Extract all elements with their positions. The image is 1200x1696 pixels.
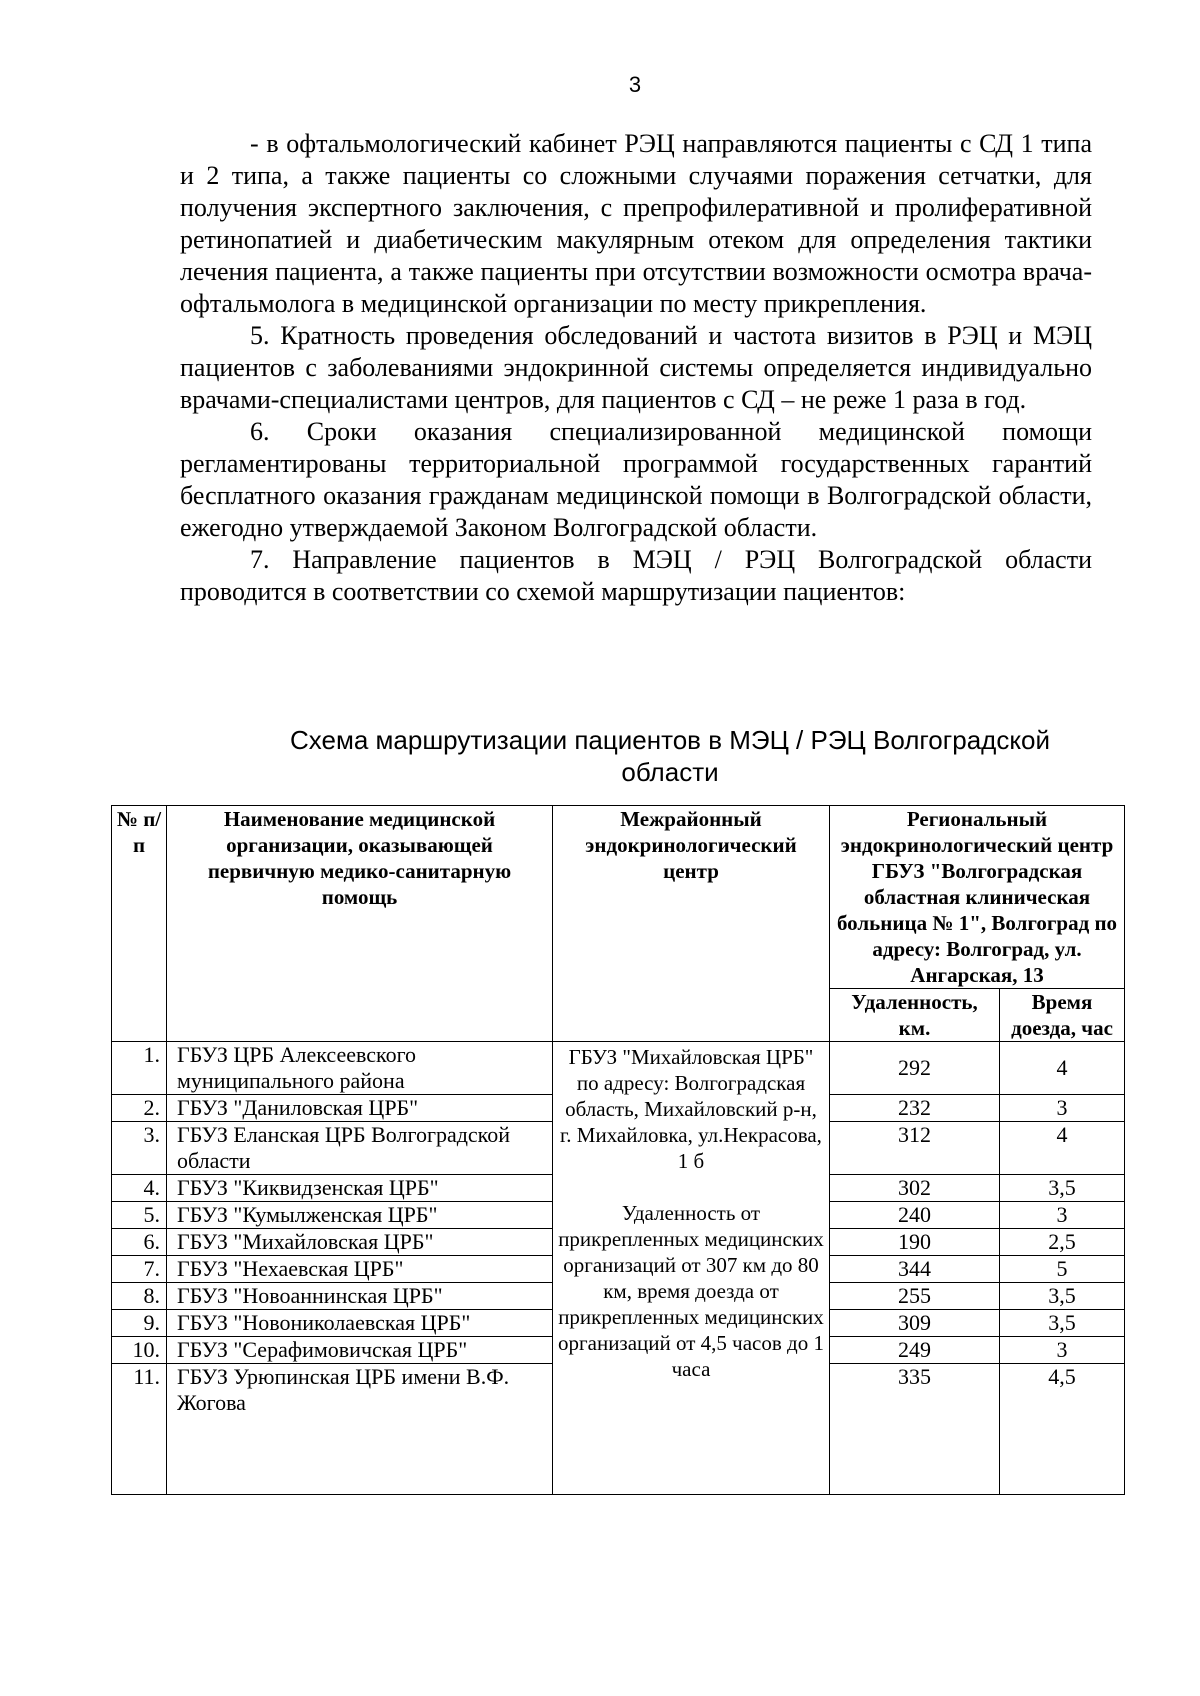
row-organization: ГБУЗ Урюпинская ЦРБ имени В.Ф. Жогова [167, 1364, 553, 1495]
row-travel-time: 3 [1000, 1202, 1125, 1229]
row-num: 6. [112, 1229, 167, 1256]
row-distance: 335 [830, 1364, 1000, 1495]
interdistrict-center-address: ГБУЗ "Михайловская ЦРБ" по адресу: Волгоградская область, Михайловский р-н, г. Михайловка, ул.Некрасова, 1 б [560, 1045, 822, 1173]
row-num: 11. [112, 1364, 167, 1495]
row-travel-time: 4 [1000, 1122, 1125, 1175]
row-distance: 255 [830, 1283, 1000, 1310]
row-distance: 292 [830, 1042, 1000, 1095]
row-distance: 190 [830, 1229, 1000, 1256]
row-travel-time: 5 [1000, 1256, 1125, 1283]
row-num: 10. [112, 1337, 167, 1364]
row-organization: ГБУЗ "Серафимовичская ЦРБ" [167, 1337, 553, 1364]
interdistrict-center-distance-note: Удаленность от прикрепленных медицинских организаций от 307 км до 80 км, время доезда от прикрепленных медицинских организаций от 4,5 часов до 1 часа [558, 1201, 824, 1381]
row-distance: 344 [830, 1256, 1000, 1283]
row-num: 1. [112, 1042, 167, 1095]
header-organization: Наименование медицинской организации, оказывающей первичную медико-санитарную помощь [167, 806, 553, 1042]
row-organization: ГБУЗ "Киквидзенская ЦРБ" [167, 1175, 553, 1202]
paragraph-6: 6. Сроки оказания специализированной медицинской помощи регламентированы территориальной программой государственных гарантий бесплатного оказания гражданам медицинской помощи в Волгоградской области, ежегодно утверждаемой Законом Волгоградской области. [180, 417, 1092, 542]
row-distance: 309 [830, 1310, 1000, 1337]
row-organization: ГБУЗ "Михайловская ЦРБ" [167, 1229, 553, 1256]
row-distance: 240 [830, 1202, 1000, 1229]
row-organization: ГБУЗ "Нехаевская ЦРБ" [167, 1256, 553, 1283]
row-organization: ГБУЗ ЦРБ Алексеевского муниципального района [167, 1042, 553, 1095]
paragraph-7: 7. Направление пациентов в МЭЦ / РЭЦ Волгоградской области проводится в соответствии со схемой маршрутизации пациентов: [180, 545, 1092, 606]
header-regional-center: Региональный эндокринологический центр ГБУЗ "Волгоградская областная клиническая больница № 1", Волгоград по адресу: Волгоград, ул. Ангарская, 13 [830, 806, 1125, 989]
row-organization: ГБУЗ "Новоаннинская ЦРБ" [167, 1283, 553, 1310]
row-num: 3. [112, 1122, 167, 1175]
row-travel-time: 4,5 [1000, 1364, 1125, 1495]
interdistrict-center-cell [553, 1042, 830, 1495]
row-organization: ГБУЗ Еланская ЦРБ Волгоградской области [167, 1122, 553, 1175]
row-distance: 312 [830, 1122, 1000, 1175]
row-organization: ГБУЗ "Новониколаевская ЦРБ" [167, 1310, 553, 1337]
row-distance: 302 [830, 1175, 1000, 1202]
header-num: № п/п [112, 806, 167, 1042]
row-travel-time: 3 [1000, 1337, 1125, 1364]
row-num: 5. [112, 1202, 167, 1229]
row-travel-time: 3 [1000, 1095, 1125, 1122]
table-row [112, 1042, 1125, 1095]
page-number: 3 [628, 72, 642, 97]
row-travel-time: 3,5 [1000, 1310, 1125, 1337]
row-travel-time: 3,5 [1000, 1283, 1125, 1310]
row-num: 7. [112, 1256, 167, 1283]
row-num: 2. [112, 1095, 167, 1122]
row-travel-time: 4 [1000, 1042, 1125, 1095]
row-num: 8. [112, 1283, 167, 1310]
header-distance: Удаленность, км. [830, 989, 1000, 1042]
header-travel-time: Время доезда, час [1000, 989, 1125, 1042]
row-num: 4. [112, 1175, 167, 1202]
row-travel-time: 3,5 [1000, 1175, 1125, 1202]
paragraph-ophthalmology: - в офтальмологический кабинет РЭЦ направляются пациенты с СД 1 типа и 2 типа, а также пациенты со сложными случаями поражения сетчатки, для получения экспертного заключения, с препрофилеративной и пролиферативной ретинопатией и диабетическим макулярным отеком для определения тактики лечения пациента, а также пациенты при отсутствии возможности осмотра врача-офтальмолога в медицинской организации по месту прикрепления. [180, 129, 1092, 318]
row-travel-time: 2,5 [1000, 1229, 1125, 1256]
row-organization: ГБУЗ "Кумылженская ЦРБ" [167, 1202, 553, 1229]
row-num: 9. [112, 1310, 167, 1337]
row-distance: 249 [830, 1337, 1000, 1364]
row-organization: ГБУЗ "Даниловская ЦРБ" [167, 1095, 553, 1122]
routing-table [111, 805, 1125, 1495]
body-text [180, 128, 1092, 608]
paragraph-5: 5. Кратность проведения обследований и частота визитов в РЭЦ и МЭЦ пациентов с заболеваниями эндокринной системы определяется индивидуально врачами-специалистами центров, для пациентов с СД – не реже 1 раза в год. [180, 321, 1092, 414]
table-title: Схема маршрутизации пациентов в МЭЦ / РЭЦ Волгоградской области [290, 725, 1050, 787]
header-interdistrict-center: Межрайонный эндокринологический центр [553, 806, 830, 1042]
row-distance: 232 [830, 1095, 1000, 1122]
